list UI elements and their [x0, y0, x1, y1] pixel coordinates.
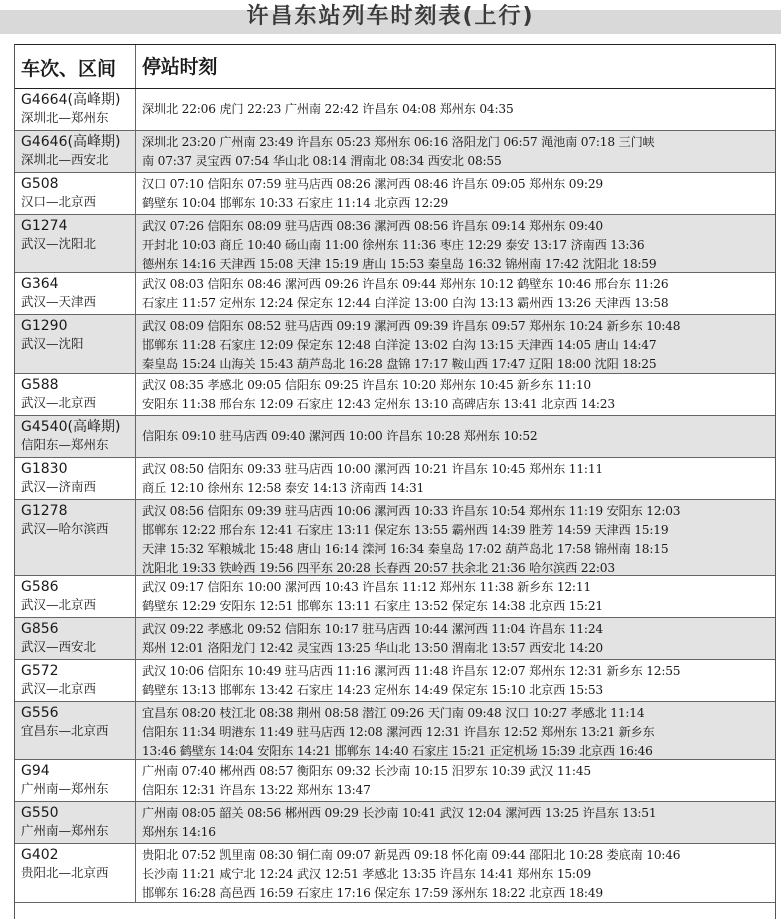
stops-line: 武汉 08:03 信阳东 08:46 漯河西 09:26 许昌东 09:44 郑州东 10:12 鹤壁东 10:46 邢台东 11:26	[142, 277, 669, 291]
train-number: G556	[21, 705, 59, 721]
stops-cell	[136, 89, 775, 130]
train-number: G550	[21, 805, 59, 821]
train-route: 武汉—济南西	[21, 479, 97, 494]
train-cell	[15, 702, 136, 759]
train-number: G4646(高峰期)	[21, 134, 121, 150]
stops-cell	[136, 660, 775, 701]
train-cell	[15, 500, 136, 575]
stops-line: 武汉 10:06 信阳东 10:49 驻马店西 11:16 漯河西 11:48 许昌东 12:07 郑州东 12:31 新乡东 12:55	[142, 664, 681, 678]
train-cell	[15, 618, 136, 659]
stops-line: 南 07:37 灵宝西 07:54 华山北 08:14 渭南北 08:34 西安北 08:55	[142, 154, 502, 168]
train-cell	[15, 315, 136, 373]
stops-line: 邯郸东 12:22 邢台东 12:41 石家庄 13:11 保定东 13:55 霸州西 14:39 胜芳 14:59 天津西 15:19	[142, 523, 669, 537]
train-cell	[15, 844, 136, 902]
stops-line: 鹤壁东 13:13 邯郸东 13:42 石家庄 14:23 定州东 14:49 保定东 15:10 北京西 15:53	[142, 683, 603, 697]
train-number: G1290	[21, 318, 68, 334]
stops-line: 武汉 08:56 信阳东 09:39 驻马店西 10:06 漯河西 10:33 许昌东 10:54 郑州东 11:19 安阳东 12:03	[142, 504, 681, 518]
stops-line: 深圳北 22:06 虎门 22:23 广州南 22:42 许昌东 04:08 郑州东 04:35	[142, 102, 514, 116]
stops-line: 信阳东 09:10 驻马店西 09:40 漯河西 10:00 许昌东 10:28 郑州东 10:52	[142, 429, 538, 443]
table-row	[15, 273, 775, 315]
train-route: 武汉—沈阳	[21, 336, 84, 351]
stops-line: 安阳东 11:38 邢台东 12:09 石家庄 12:43 定州东 13:10 高碑店东 13:41 北京西 14:23	[142, 397, 615, 411]
train-number: G572	[21, 663, 59, 679]
stops-line: 石家庄 11:57 定州东 12:24 保定东 12:44 白洋淀 13:00 白沟 13:13 霸州西 13:26 天津西 13:58	[142, 296, 669, 310]
stops-cell	[136, 844, 775, 902]
table-row	[15, 576, 775, 618]
stops-cell	[136, 315, 775, 373]
train-route: 武汉—北京西	[21, 597, 97, 612]
table-row	[15, 374, 775, 416]
stops-cell	[136, 576, 775, 617]
header-train-route: 车次、区间	[15, 45, 136, 88]
train-number: G588	[21, 377, 59, 393]
train-cell	[15, 416, 136, 457]
table-row	[15, 173, 775, 215]
stops-cell	[136, 802, 775, 843]
page-title: 许昌东站列车时刻表(上行)	[246, 4, 535, 29]
train-number: G856	[21, 621, 59, 637]
train-cell	[15, 273, 136, 314]
title-bar	[0, 0, 781, 34]
table-body	[15, 89, 775, 903]
table-row	[15, 760, 775, 802]
train-number: G1278	[21, 503, 68, 519]
table-row	[15, 844, 775, 903]
table-row	[15, 458, 775, 500]
table-row	[15, 89, 775, 131]
train-number: G4540(高峰期)	[21, 419, 121, 435]
train-number: G586	[21, 579, 59, 595]
stops-cell	[136, 458, 775, 499]
stops-cell	[136, 702, 775, 759]
stops-line: 贵阳北 07:52 凯里南 08:30 铜仁南 09:07 新晃西 09:18 怀化南 09:44 邵阳北 10:28 娄底南 10:46	[142, 848, 681, 862]
stops-line: 鹤壁东 10:04 邯郸东 10:33 石家庄 11:14 北京西 12:29	[142, 196, 449, 210]
stops-line: 13:46 鹤壁东 14:04 安阳东 14:21 邯郸东 14:40 石家庄 15:21 正定机场 15:39 北京西 16:46	[142, 744, 653, 758]
table-row	[15, 802, 775, 844]
stops-cell	[136, 273, 775, 314]
train-number: G4664(高峰期)	[21, 92, 121, 108]
train-route: 信阳东—郑州东	[21, 437, 109, 452]
table-row	[15, 500, 775, 576]
train-route: 武汉—沈阳北	[21, 236, 97, 251]
train-number: G402	[21, 847, 59, 863]
stops-line: 信阳东 11:34 明港东 11:49 驻马店西 12:08 漯河西 12:31 许昌东 12:52 郑州东 13:21 新乡东	[142, 725, 655, 739]
train-cell	[15, 660, 136, 701]
table-row	[15, 702, 775, 760]
train-route: 汉口—北京西	[21, 194, 97, 209]
table-row	[15, 215, 775, 273]
stops-line: 武汉 09:22 孝感北 09:52 信阳东 10:17 驻马店西 10:44 漯河西 11:04 许昌东 11:24	[142, 622, 603, 636]
train-number: G364	[21, 276, 59, 292]
train-route: 武汉—哈尔滨西	[21, 521, 109, 536]
table-row	[15, 660, 775, 702]
stops-cell	[136, 173, 775, 214]
train-number: G1830	[21, 461, 68, 477]
train-cell	[15, 576, 136, 617]
train-number: G1274	[21, 218, 68, 234]
train-route: 广州南—郑州东	[21, 823, 109, 838]
stops-line: 开封北 10:03 商丘 10:40 砀山南 11:00 徐州东 11:36 枣庄 12:29 泰安 13:17 济南西 13:36	[142, 238, 645, 252]
train-route: 深圳北—西安北	[21, 152, 109, 167]
train-cell	[15, 802, 136, 843]
stops-line: 信阳东 12:31 许昌东 13:22 郑州东 13:47	[142, 783, 371, 797]
stops-line: 商丘 12:10 徐州东 12:58 泰安 14:13 济南西 14:31	[142, 481, 425, 495]
stops-line: 长沙南 11:21 咸宁北 12:24 武汉 12:51 孝感北 13:35 许昌东 14:41 郑州东 15:09	[142, 867, 591, 881]
stops-line: 天津 15:32 军粮城北 15:48 唐山 16:14 滦河 16:34 秦皇岛 17:02 葫芦岛北 17:58 锦州南 18:15	[142, 542, 669, 556]
table-row	[15, 131, 775, 173]
stops-cell	[136, 416, 775, 457]
stops-line: 广州南 08:05 韶关 08:56 郴州西 09:29 长沙南 10:41 武汉 12:04 漯河西 13:25 许昌东 13:51	[142, 806, 657, 820]
train-route: 武汉—天津西	[21, 294, 97, 309]
stops-cell	[136, 760, 775, 801]
stops-line: 鹤壁东 12:29 安阳东 12:51 邯郸东 13:11 石家庄 13:52 保定东 14:38 北京西 15:21	[142, 599, 603, 613]
stops-line: 邯郸东 11:28 石家庄 12:09 保定东 12:48 白洋淀 13:02 白沟 13:15 天津西 14:05 唐山 14:47	[142, 338, 657, 352]
train-cell	[15, 173, 136, 214]
stops-line: 武汉 08:09 信阳东 08:52 驻马店西 09:19 漯河西 09:39 许昌东 09:57 郑州东 10:24 新乡东 10:48	[142, 319, 681, 333]
stops-cell	[136, 131, 775, 172]
stops-line: 邯郸东 16:28 高邑西 16:59 石家庄 17:16 保定东 17:59 涿州东 18:22 北京西 18:49	[142, 886, 603, 900]
stops-line: 德州东 14:16 天津西 15:08 天津 15:19 唐山 15:53 秦皇岛 16:32 锦州南 17:42 沈阳北 18:59	[142, 257, 657, 271]
train-cell	[15, 760, 136, 801]
train-cell	[15, 131, 136, 172]
train-cell	[15, 374, 136, 415]
train-route: 广州南—郑州东	[21, 781, 109, 796]
train-route: 武汉—西安北	[21, 639, 97, 654]
stops-line: 郑州东 14:16	[142, 825, 216, 839]
header-stops: 停站时刻	[142, 56, 218, 78]
stops-line: 汉口 07:10 信阳东 07:59 驻马店西 08:26 漯河西 08:46 许昌东 09:05 郑州东 09:29	[142, 177, 603, 191]
stops-line: 广州南 07:40 郴州西 08:57 衡阳东 09:32 长沙南 10:15 汨罗东 10:39 武汉 11:45	[142, 764, 591, 778]
stops-cell	[136, 374, 775, 415]
stops-line: 郑州 12:01 洛阳龙门 12:42 灵宝西 13:25 华山北 13:50 渭南北 13:57 西安北 14:20	[142, 641, 603, 655]
train-route: 武汉—北京西	[21, 395, 97, 410]
train-route: 武汉—北京西	[21, 681, 97, 696]
stops-cell	[136, 215, 775, 272]
table-row	[15, 416, 775, 458]
train-route: 深圳北—郑州东	[21, 110, 109, 125]
stops-line: 武汉 09:17 信阳东 10:00 漯河西 10:43 许昌东 11:12 郑州东 11:38 新乡东 12:11	[142, 580, 591, 594]
train-number: G94	[21, 763, 50, 779]
table-row	[15, 315, 775, 374]
train-route: 贵阳北—北京西	[21, 865, 109, 880]
train-cell	[15, 89, 136, 130]
stops-line: 宜昌东 08:20 枝江北 08:38 荆州 08:58 潜江 09:26 天门南 09:48 汉口 10:27 孝感北 11:14	[142, 706, 645, 720]
stops-line: 武汉 08:50 信阳东 09:33 驻马店西 10:00 漯河西 10:21 许昌东 10:45 郑州东 11:11	[142, 462, 603, 476]
timetable	[14, 44, 776, 919]
stops-cell	[136, 500, 775, 575]
stops-line: 深圳北 23:20 广州南 23:49 许昌东 05:23 郑州东 06:16 洛阳龙门 06:57 渑池南 07:18 三门峡	[142, 135, 655, 149]
train-number: G508	[21, 176, 59, 192]
train-cell	[15, 458, 136, 499]
stops-line: 秦皇岛 15:24 山海关 15:43 葫芦岛北 16:28 盘锦 17:17 鞍山西 17:47 辽阳 18:00 沈阳 18:25	[142, 357, 657, 371]
stops-cell	[136, 618, 775, 659]
table-header	[15, 45, 775, 89]
table-row	[15, 618, 775, 660]
stops-line: 沈阳北 19:33 铁岭西 19:56 四平东 20:28 长春西 20:57 扶余北 21:36 哈尔滨西 22:03	[142, 561, 615, 575]
train-route: 宜昌东—北京西	[21, 723, 109, 738]
stops-line: 武汉 08:35 孝感北 09:05 信阳东 09:25 许昌东 10:20 郑州东 10:45 新乡东 11:10	[142, 378, 591, 392]
train-cell	[15, 215, 136, 272]
stops-line: 武汉 07:26 信阳东 08:09 驻马店西 08:36 漯河西 08:56 许昌东 09:14 郑州东 09:40	[142, 219, 603, 233]
